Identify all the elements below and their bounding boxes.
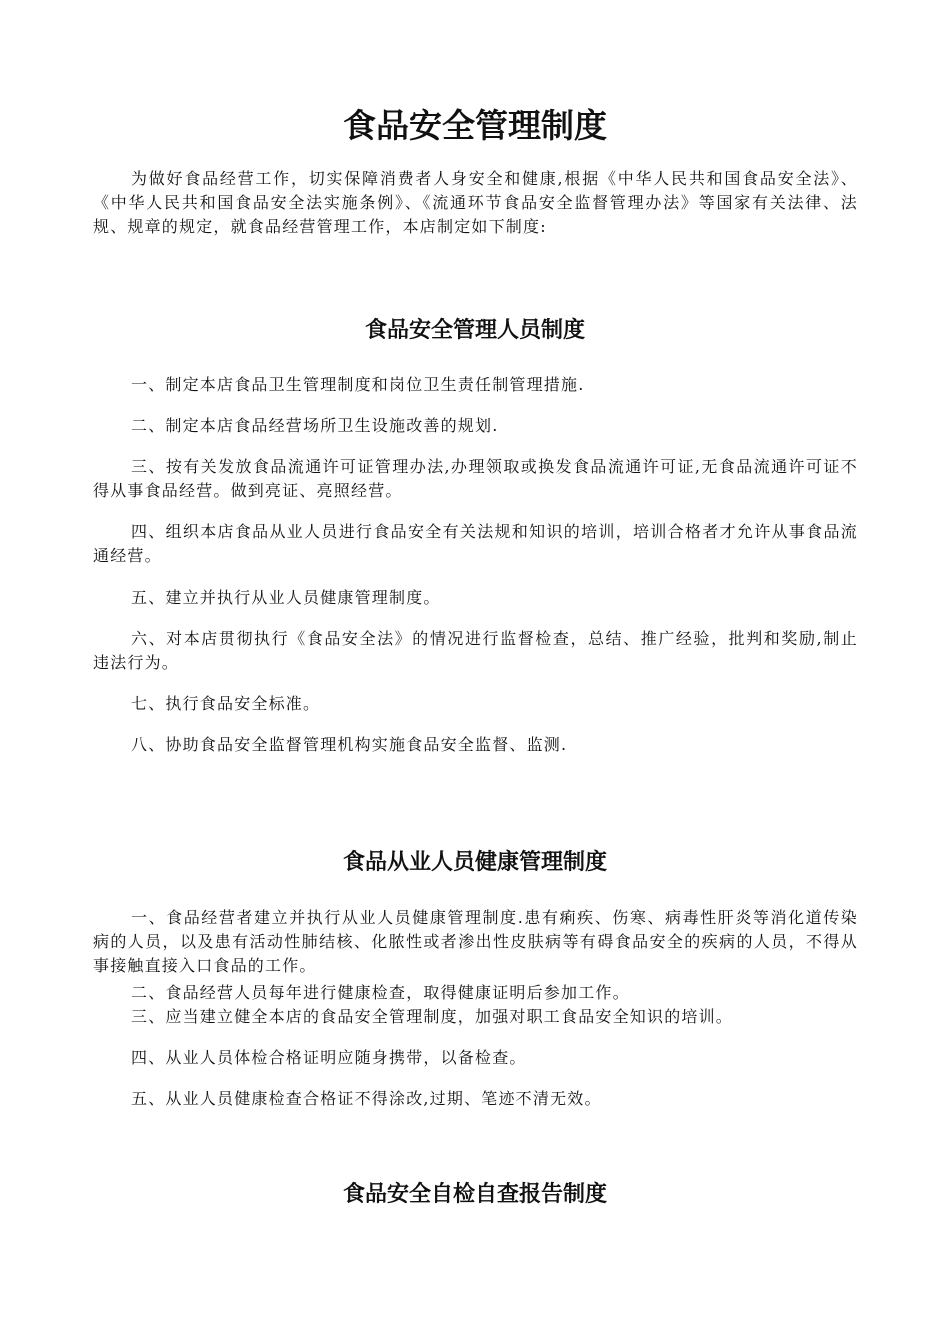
list-item: 三、应当建立健全本店的食品安全管理制度，加强对职工食品安全知识的培训。 bbox=[131, 1007, 734, 1026]
list-item: 二、制定本店食品经营场所卫生设施改善的规划. bbox=[131, 416, 499, 435]
list-item: 七、执行食品安全标准。 bbox=[131, 694, 321, 713]
list-item: 三、按有关发放食品流通许可证管理办法,办理领取或换发食品流通许可证,无食品流通许可证不得从事食品经营。做到亮证、亮照经营。 bbox=[93, 457, 858, 500]
list-item: 八、协助食品安全监督管理机构实施食品安全监督、监测. bbox=[131, 735, 568, 754]
section-title-health-management: 食品从业人员健康管理制度 bbox=[342, 850, 607, 875]
list-item: 一、制定本店食品卫生管理制度和岗位卫生责任制管理措施. bbox=[131, 375, 585, 394]
section-title-management-staff: 食品安全管理人员制度 bbox=[364, 318, 585, 343]
page-title: 食品安全管理制度 bbox=[343, 106, 607, 145]
section-title-self-inspection: 食品安全自检自查报告制度 bbox=[342, 1182, 607, 1207]
list-item: 六、对本店贯彻执行《食品安全法》的情况进行监督检查，总结、推广经验，批判和奖励,制止违法行为。 bbox=[93, 629, 858, 672]
list-item: 五、建立并执行从业人员健康管理制度。 bbox=[131, 588, 441, 607]
list-item: 四、组织本店食品从业人员进行食品安全有关法规和知识的培训，培训合格者才允许从事食品流通经营。 bbox=[93, 522, 858, 565]
list-item: 二、食品经营人员每年进行健康检查，取得健康证明后参加工作。 bbox=[131, 983, 630, 1002]
list-item: 一、食品经营者建立并执行从业人员健康管理制度.患有痢疾、伤寒、病毒性肝炎等消化道传染病的人员，以及患有活动性肺结核、化脓性或者渗出性皮肤病等有碍食品安全的疾病的人员，不得从事接触直接入口食品的工作。 bbox=[93, 908, 858, 975]
list-item: 四、从业人员体检合格证明应随身携带，以备检查。 bbox=[131, 1048, 527, 1067]
list-item: 五、从业人员健康检查合格证不得涂改,过期、笔迹不清无效。 bbox=[131, 1089, 602, 1108]
intro-paragraph: 为做好食品经营工作，切实保障消费者人身安全和健康,根据《中华人民共和国食品安全法》、《中华人民共和国食品安全法实施条例》、《流通环节食品安全监督管理办法》等国家有关法律、法规、规章的规定，就食品经营管理工作，本店制定如下制度: bbox=[93, 169, 858, 236]
